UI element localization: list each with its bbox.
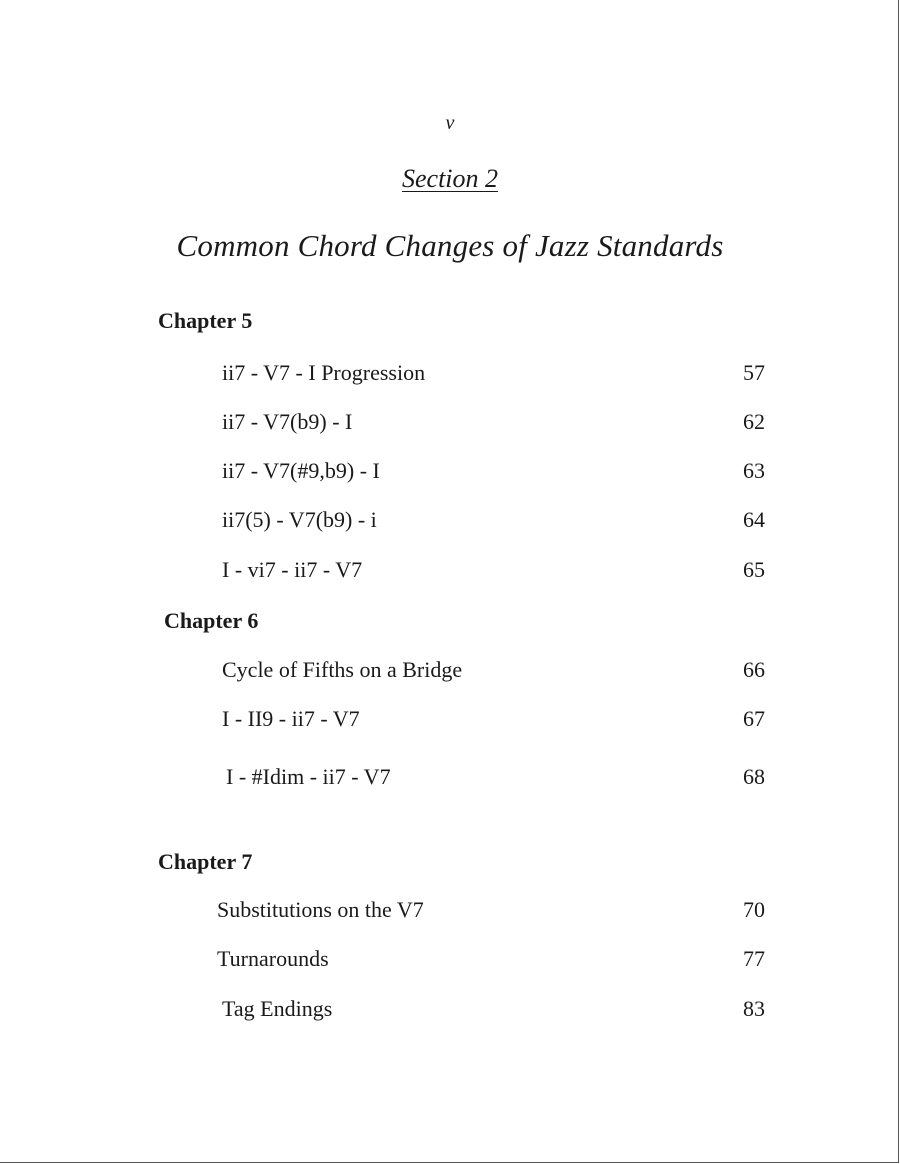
toc-entry[interactable] bbox=[222, 706, 765, 736]
toc-entry-page: 64 bbox=[743, 507, 765, 532]
toc-entry-page: 65 bbox=[743, 557, 765, 582]
section-label: Section 2 bbox=[401, 164, 499, 193]
toc-entry-page: 66 bbox=[743, 657, 765, 682]
toc-entry-page: 62 bbox=[743, 409, 765, 434]
page-number: v bbox=[445, 112, 455, 134]
toc-entry-title: ii7 - V7(b9) - I bbox=[222, 409, 353, 434]
toc-entry[interactable] bbox=[222, 409, 765, 439]
toc-entry-title: I - II9 - ii7 - V7 bbox=[222, 706, 360, 731]
toc-entry-title: ii7 - V7(#9,b9) - I bbox=[222, 458, 380, 483]
toc-entry[interactable] bbox=[226, 764, 765, 794]
toc-entry-title: Turnarounds bbox=[217, 946, 329, 971]
chapter-heading-5: Chapter 5 bbox=[158, 308, 253, 333]
toc-entry-title: ii7(5) - V7(b9) - i bbox=[222, 507, 377, 532]
toc-entry[interactable] bbox=[222, 507, 765, 537]
toc-entry-title: I - vi7 - ii7 - V7 bbox=[222, 557, 363, 582]
toc-entry-page: 83 bbox=[743, 996, 765, 1021]
toc-entry-title: Tag Endings bbox=[222, 996, 333, 1021]
section-title: Common Chord Changes of Jazz Standards bbox=[176, 228, 724, 263]
toc-entry-page: 68 bbox=[743, 764, 765, 789]
toc-entry-title: ii7 - V7 - I Progression bbox=[222, 360, 426, 385]
toc-entry-page: 67 bbox=[743, 706, 765, 731]
chapter-heading-6: Chapter 6 bbox=[164, 608, 259, 633]
toc-entry-page: 57 bbox=[743, 360, 765, 385]
chapter-heading-7: Chapter 7 bbox=[158, 849, 253, 874]
toc-entry[interactable] bbox=[222, 996, 765, 1026]
toc-entry-page: 63 bbox=[743, 458, 765, 483]
toc-entry[interactable] bbox=[222, 360, 765, 390]
toc-entry-title: Substitutions on the V7 bbox=[217, 897, 424, 922]
toc-entry-page: 70 bbox=[743, 897, 765, 922]
toc-entry[interactable] bbox=[217, 897, 765, 927]
toc-entry[interactable] bbox=[222, 557, 765, 587]
toc-entry-title: I - #Idim - ii7 - V7 bbox=[226, 764, 391, 789]
toc-entry[interactable] bbox=[217, 946, 765, 976]
toc-entry[interactable] bbox=[222, 657, 765, 687]
toc-entry-title: Cycle of Fifths on a Bridge bbox=[222, 657, 463, 682]
toc-entry-page: 77 bbox=[743, 946, 765, 971]
toc-entry[interactable] bbox=[222, 458, 765, 488]
